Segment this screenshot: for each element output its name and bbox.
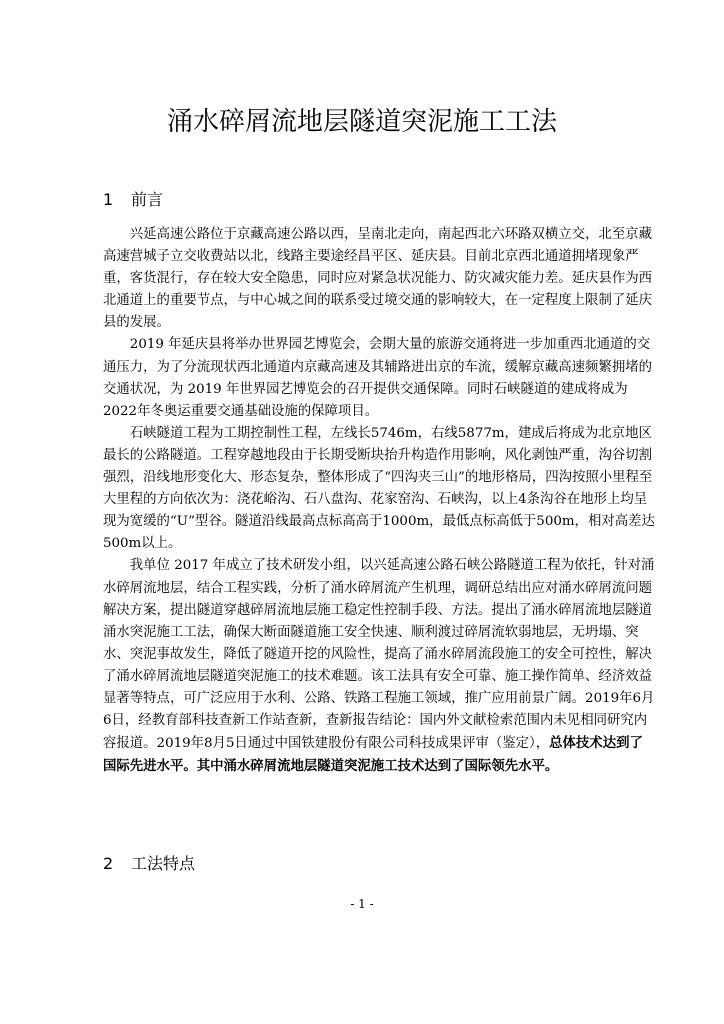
section-title: 工法特点 [131,854,196,873]
paragraph-bold-text: 总体技术达到了国际先进水平。其中涌水碎屑流地层隧道突泥施工技术达到了国际领先水平。 [103,735,643,775]
section-number: 2 [103,854,114,873]
section-heading-2 [103,853,195,875]
document-body [103,224,656,778]
paragraph: 兴延高速公路位于京藏高速公路以西，呈南北走向，南起西北六环路双横立交，北至京藏高速营城子立交收费站以北，线路主要途经昌平区、延庆县。目前北京西北通道拥堵现象严重，客货混行，存在较大安全隐患，同时应对紧急状况能力、防灾减灾能力差。延庆县作为西北通道上的重要节点，与中心城之间的联系受过境交通的影响较大，在一定程度上限制了延庆县的发展。 [103,227,653,331]
paragraph [103,555,656,778]
paragraph: 石峡隧道工程为工期控制性工程，左线长5746m，右线5877m，建成后将成为北京地区最长的公路隧道。工程穿越地段由于长期受断块抬升构造作用影响，风化剥蚀严重，沟谷切割强烈，沿线地形变化大、形态复杂，整体形成了“四沟夹三山”的地形格局，四沟按照小里程至大里程的方向依次为：浇花峪沟、石八盘沟、花家窑沟、石峡沟，以上4条沟谷在地形上均呈现为宽缓的“U”型谷。隧道沿线最高点标高高于1000m，最低点标高低于500m，相对高差达500m以上。 [103,425,655,552]
section-title: 前言 [131,190,164,209]
page-number: - 1 - [350,897,374,911]
paragraph: 2019 年延庆县将举办世界园艺博览会，会期大量的旅游交通将进一步加重西北通道的交通压力，为了分流现状西北通道内京藏高速及其辅路进出京的车流，缓解京藏高速频繁拥堵的交通状况，为 2019 年世界园艺博览会的召开提供交通保障。同时石峡隧道的建成将成为2022年冬奥运重要交通基础设施的保障项目。 [103,337,653,419]
section-number: 1 [103,190,114,209]
section-heading-1 [103,189,163,211]
page-title: 涌水碎屑流地层隧道突泥施工工法 [166,107,557,137]
paragraph-text: 我单位 2017 年成立了技术研发小组，以兴延高速公路石峡公路隧道工程为依托，针对涌水碎屑流地层，结合工程实践，分析了涌水碎屑流产生机理，调研总结出应对涌水碎屑流问题解决方案，提出隧道穿越碎屑流地层施工稳定性控制手段、方法。提出了涌水碎屑流地层隧道涌水突泥施工工法，确保大断面隧道施工安全快速、顺利渡过碎屑流软弱地层，无坍塌、突水、突泥事故发生，降低了隧道开挖的风险性，提高了涌水碎屑流段施工的安全可控性，解决了涌水碎屑流地层隧道突泥施工的技术难题。该工法具有安全可靠、施工操作简单、经济效益显著等特点，可广泛应用于水利、公路、铁路工程施工领域，推广应用前景广阔。2019年6月6日，经教育部科技查新工作站查新，查新报告结论：国内外文献检索范围内未见相同研究内容报道。2019年8月5日通过中国铁建股份有限公司科技成果评审（鉴定）， [103,558,655,752]
